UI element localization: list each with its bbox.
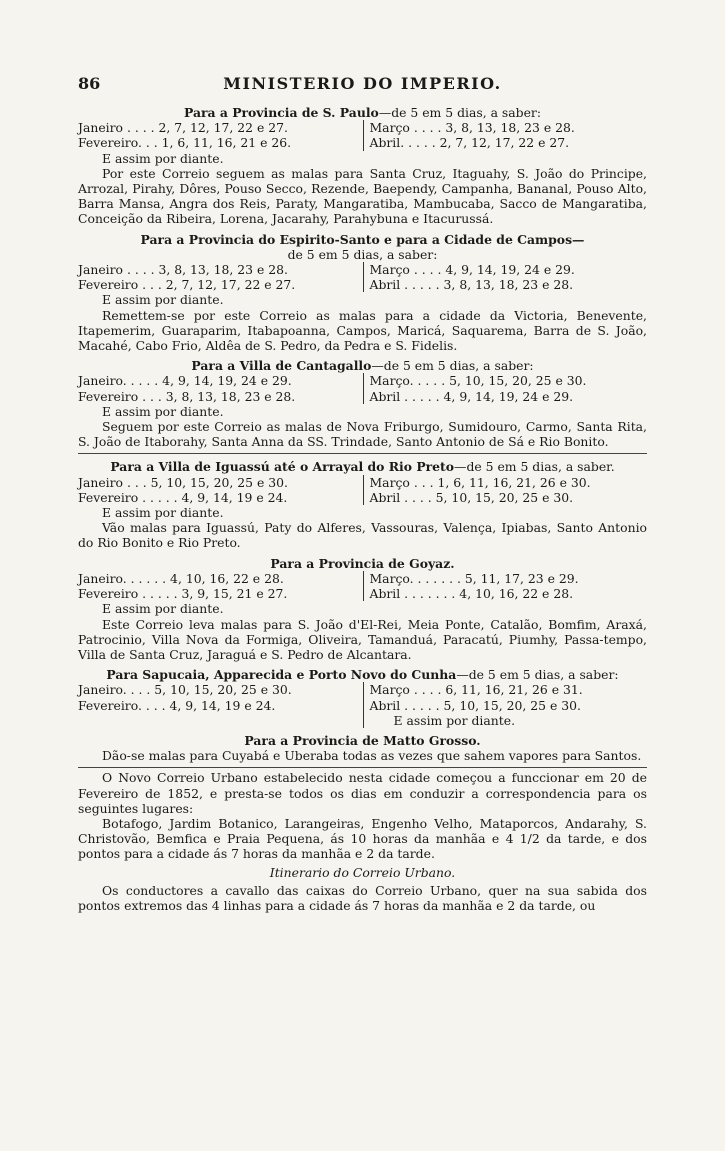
schedule-line: Fevereiro . . . 2, 7, 12, 17, 22 e 27.: [78, 277, 296, 293]
paragraph-correio-urbano: O Novo Correio Urbano estabelecido nesta cidade começou a funccionar em 20 de Fevereiro de 1852, e presta-se todos os dias em conduzir a correspondencia para os seguintes lugares:: [78, 770, 647, 816]
schedule-line: Março . . . . 4, 9, 14, 19, 24 e 29.: [369, 262, 575, 278]
paragraph-espirito-santo: Remettem-se por este Correio as malas para a cidade da Victoria, Benevente, Itapemerim, Guaraparim, Itabapoanna, Campos, Maricá, Saquarema, Barra de S. João, Macahé, Cabo Frio, Aldêa de S. Pedro, da Pedra e S. Fidelis.: [78, 307, 647, 354]
itinerary-heading: Itinerario do Correio Urbano.: [269, 864, 456, 880]
schedule-left: [78, 373, 363, 403]
schedule-line: Fevereiro . . . . . 3, 9, 15, 21 e 27.: [78, 586, 288, 602]
schedule-line: Abril. . . . . 2, 7, 12, 17, 22 e 27.: [369, 135, 570, 151]
section-heading-sao-paulo: Para a Provincia de S. Paulo—de 5 em 5 dias, a saber:: [183, 105, 542, 120]
schedule-line: Janeiro . . . 5, 10, 15, 20, 25 e 30.: [78, 474, 288, 490]
page-body: [78, 100, 647, 913]
schedule-goyaz: [78, 571, 647, 601]
schedule-line: Abril . . . . 5, 10, 15, 20, 25 e 30.: [369, 489, 574, 505]
schedule-line: Março . . . . 3, 8, 13, 18, 23 e 28.: [369, 120, 575, 136]
schedule-left: [78, 682, 363, 728]
schedule-line: Março. . . . . . . 5, 11, 17, 23 e 29.: [369, 570, 579, 586]
paragraph-correio-urbano-lugares: Botafogo, Jardim Botanico, Larangeiras, Engenho Velho, Mataporcos, Andarahy, S. Christovão, Bemfica e Praia Pequena, ás 10 horas da manhãa e 4 1/2 da tarde, e dos pontos para a cidade ás 7 horas da manhãa e 2 da tarde.: [78, 815, 647, 862]
schedule-line: Abril . . . . . . . 4, 10, 16, 22 e 28.: [369, 586, 574, 602]
paragraph-cantagallo: Seguem por este Correio as malas de Nova Friburgo, Sumidouro, Carmo, Santa Rita, S. João de Itaborahy, Santa Anna da SS. Trindade, Santo Antonio de Sá e Rio Bonito.: [78, 419, 647, 450]
note-assim: E assim por diante.: [102, 292, 224, 308]
schedule-iguassu: [78, 475, 647, 505]
section-heading-matto-grosso: Para a Provincia de Matto Grosso.: [244, 732, 481, 748]
schedule-line: Abril . . . . . 4, 9, 14, 19, 24 e 29.: [369, 388, 574, 404]
schedule-sao-paulo: [78, 120, 647, 150]
section-heading-cantagallo: Para a Villa de Cantagallo—de 5 em 5 dias, a saber:: [191, 358, 534, 374]
schedule-left: [78, 120, 363, 150]
section-heading-sapucaia: Para Sapucaia, Apparecida e Porto Novo do Cunha—de 5 em 5 dias, a saber:: [106, 667, 619, 683]
schedule-line: Janeiro . . . . 2, 7, 12, 17, 22 e 27.: [78, 120, 288, 136]
note-assim: E assim por diante.: [102, 505, 224, 521]
divider: [78, 767, 647, 768]
schedule-line: Março. . . . . 5, 10, 15, 20, 25 e 30.: [369, 373, 587, 389]
schedule-line: Março . . . 1, 6, 11, 16, 21, 26 e 30.: [369, 474, 591, 490]
schedule-right: [363, 682, 648, 728]
section-subheading-espirito-santo: de 5 em 5 dias, a saber:: [287, 246, 438, 262]
schedule-espirito-santo: [78, 262, 647, 292]
paragraph-sao-paulo: Por este Correio seguem as malas para Santa Cruz, Itaguahy, S. João do Principe, Arrozal, Pirahy, Dôres, Pouso Secco, Rezende, Baependy, Campanha, Bananal, Pouso Alto, Barra Mansa, Angra dos Reis, Paraty, Mangaratiba, Mambucaba, Sacco de Mangaratiba, Conceição da Ribeira, Lorena, Jacarahy, Parahybuna e Itacurussá.: [78, 165, 647, 227]
paragraph-matto-grosso: Dão-se malas para Cuyabá e Uberaba todas as vezes que sahem vapores para Santos.: [102, 748, 642, 764]
note-assim: E assim por diante.: [102, 601, 224, 617]
note-assim: E assim por diante.: [393, 712, 516, 728]
schedule-right: [363, 475, 648, 505]
schedule-right: [363, 120, 648, 150]
running-title: MINISTERIO DO IMPERIO.: [223, 73, 502, 93]
schedule-left: [78, 571, 363, 601]
schedule-sapucaia: [78, 682, 647, 728]
schedule-line: Janeiro. . . . . . 4, 10, 16, 22 e 28.: [78, 570, 284, 586]
schedule-left: [78, 262, 363, 292]
section-heading-goyaz: Para a Provincia de Goyaz.: [270, 555, 455, 571]
note-assim: E assim por diante.: [102, 403, 224, 419]
page-header: [78, 70, 647, 96]
paragraph-itinerary: Os conductores a cavallo das caixas do Correio Urbano, quer na sua sabida dos pontos extremos das 4 linhas para a cidade ás 7 horas da manhãa e 2 da tarde, ou: [78, 882, 647, 913]
schedule-right: [363, 262, 648, 292]
schedule-line: Fevereiro. . . . 4, 9, 14, 19 e 24.: [78, 697, 276, 713]
schedule-right: [363, 373, 648, 403]
section-heading-espirito-santo: Para a Provincia do Espirito-Santo e para a Cidade de Campos—: [140, 231, 585, 247]
schedule-line: Janeiro. . . . . 4, 9, 14, 19, 24 e 29.: [78, 373, 292, 389]
note-assim: E assim por diante.: [102, 150, 224, 166]
schedule-right: [363, 571, 648, 601]
schedule-line: Janeiro . . . . 3, 8, 13, 18, 23 e 28.: [78, 262, 288, 278]
section-heading-iguassu: Para a Villa de Iguassú até o Arrayal do Rio Preto—de 5 em 5 dias, a saber.: [110, 459, 615, 475]
schedule-line: Março . . . . 6, 11, 16, 21, 26 e 31.: [369, 682, 583, 698]
schedule-line: Fevereiro . . . . . 4, 9, 14, 19 e 24.: [78, 489, 288, 505]
schedule-line: Janeiro. . . . 5, 10, 15, 20, 25 e 30.: [78, 682, 292, 698]
paragraph-iguassu: Vão malas para Iguassú, Paty do Alferes, Vassouras, Valença, Ipiabas, Santo Antonio do Rio Bonito e Rio Preto.: [78, 520, 647, 551]
schedule-cantagallo: [78, 373, 647, 403]
paragraph-goyaz: Este Correio leva malas para S. João d'El-Rei, Meia Ponte, Catalão, Bomfim, Araxá, Patrocinio, Villa Nova da Formiga, Oliveira, Tamanduá, Paracatú, Piumhy, Passa-tempo, Villa de Santa Cruz, Jaraguá e S. Pedro de Alcantara.: [78, 616, 647, 662]
schedule-left: [78, 475, 363, 505]
schedule-line: Fevereiro. . . 1, 6, 11, 16, 21 e 26.: [78, 135, 292, 151]
schedule-line: Fevereiro . . . 3, 8, 13, 18, 23 e 28.: [78, 388, 296, 404]
schedule-line: Abril . . . . . 5, 10, 15, 20, 25 e 30.: [369, 697, 581, 713]
schedule-line: Abril . . . . . 3, 8, 13, 18, 23 e 28.: [369, 277, 574, 293]
divider: [78, 453, 647, 454]
page-number: 86: [78, 73, 101, 93]
